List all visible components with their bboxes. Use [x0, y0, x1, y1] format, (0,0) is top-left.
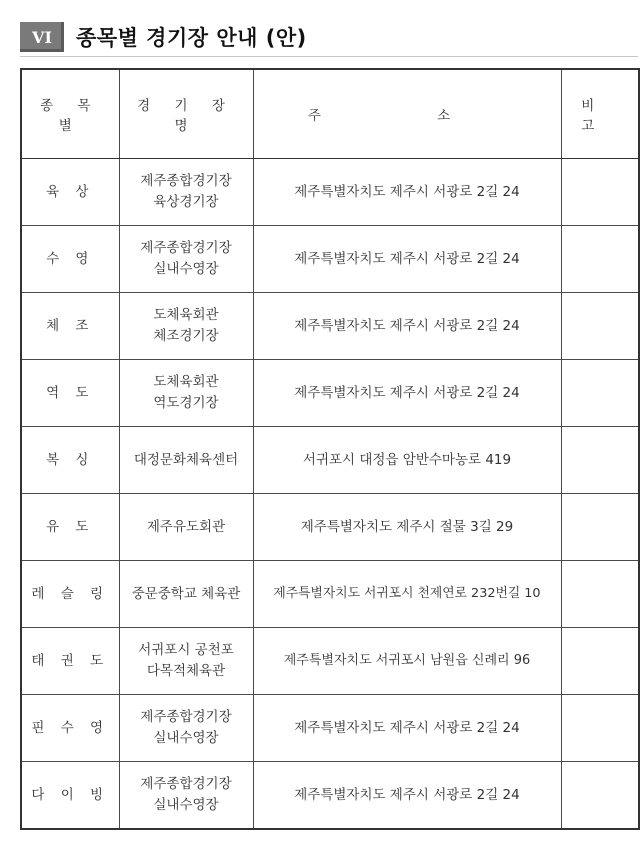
venue-line: 실내수영장 [153, 261, 219, 277]
address-cell: 제주특별자치도 서귀포시 남원읍 신례리 96 [253, 628, 561, 695]
title-divider [20, 56, 638, 57]
table-row [21, 159, 639, 226]
venue-cell [119, 427, 253, 494]
event-cell: 다 이 빙 [21, 762, 119, 830]
header-note: 비 고 [561, 69, 639, 159]
venue-line: 다목적체육관 [146, 663, 226, 679]
venue-cell [119, 695, 253, 762]
address-cell: 제주특별자치도 제주시 서광로 2길 24 [253, 159, 561, 226]
address-cell: 제주특별자치도 제주시 서광로 2길 24 [253, 695, 561, 762]
event-cell: 복 싱 [21, 427, 119, 494]
note-cell [561, 226, 639, 293]
note-cell [561, 695, 639, 762]
venue-line: 제주종합경기장 [140, 173, 232, 190]
table-row [21, 494, 639, 561]
table-header-row [21, 69, 639, 159]
note-cell [561, 360, 639, 427]
venue-line: 제주유도회관 [146, 518, 226, 535]
note-cell [561, 494, 639, 561]
table-row [21, 293, 639, 360]
header-venue: 경 기 장 명 [119, 69, 253, 159]
venue-cell [119, 628, 253, 695]
table-row [21, 628, 639, 695]
venue-line: 제주종합경기장 [140, 776, 232, 793]
venue-line: 역도경기장 [153, 395, 219, 411]
event-cell: 체 조 [21, 293, 119, 360]
note-cell [561, 561, 639, 628]
table-row [21, 762, 639, 830]
event-cell: 역 도 [21, 360, 119, 427]
event-cell: 수 영 [21, 226, 119, 293]
address-cell: 제주특별자치도 제주시 서광로 2길 24 [253, 226, 561, 293]
venue-table [20, 68, 640, 830]
address-cell: 제주특별자치도 제주시 서광로 2길 24 [253, 360, 561, 427]
section-header [20, 22, 307, 52]
venue-line: 대정문화체육센터 [133, 451, 239, 468]
header-address: 주 소 [253, 69, 561, 159]
table-row [21, 427, 639, 494]
event-cell: 레 슬 링 [21, 561, 119, 628]
venue-cell [119, 494, 253, 561]
venue-line: 육상경기장 [153, 194, 219, 210]
note-cell [561, 293, 639, 360]
venue-cell [119, 226, 253, 293]
event-cell: 유 도 [21, 494, 119, 561]
note-cell [561, 762, 639, 830]
venue-line: 체조경기장 [153, 328, 219, 344]
venue-line: 제주종합경기장 [140, 709, 232, 726]
address-cell: 제주특별자치도 제주시 절물 3길 29 [253, 494, 561, 561]
header-event: 종 목 별 [21, 69, 119, 159]
page-title: 종목별 경기장 안내 (안) [76, 26, 307, 50]
address-cell: 제주특별자치도 제주시 서광로 2길 24 [253, 762, 561, 830]
table-body [21, 159, 639, 830]
table-row [21, 561, 639, 628]
event-cell: 육 상 [21, 159, 119, 226]
event-cell: 태 권 도 [21, 628, 119, 695]
venue-line: 서귀포시 공천포 [138, 642, 234, 659]
table-row [21, 360, 639, 427]
event-cell: 핀 수 영 [21, 695, 119, 762]
venue-cell [119, 762, 253, 830]
venue-cell [119, 561, 253, 628]
table-row [21, 695, 639, 762]
address-cell: 제주특별자치도 서귀포시 천제연로 232번길 10 [253, 561, 561, 628]
address-cell: 서귀포시 대정읍 암반수마농로 419 [253, 427, 561, 494]
venue-cell [119, 293, 253, 360]
venue-cell [119, 159, 253, 226]
venue-line: 도체육회관 [153, 374, 219, 391]
note-cell [561, 427, 639, 494]
venue-line: 도체육회관 [153, 307, 219, 324]
table-row [21, 226, 639, 293]
note-cell [561, 628, 639, 695]
venue-cell [119, 360, 253, 427]
venue-line: 실내수영장 [153, 730, 219, 746]
note-cell [561, 159, 639, 226]
venue-line: 제주종합경기장 [140, 240, 232, 257]
address-cell: 제주특별자치도 제주시 서광로 2길 24 [253, 293, 561, 360]
section-number-badge: VI [20, 22, 64, 52]
venue-line: 실내수영장 [153, 797, 219, 813]
venue-line: 중문중학교 체육관 [131, 585, 241, 602]
